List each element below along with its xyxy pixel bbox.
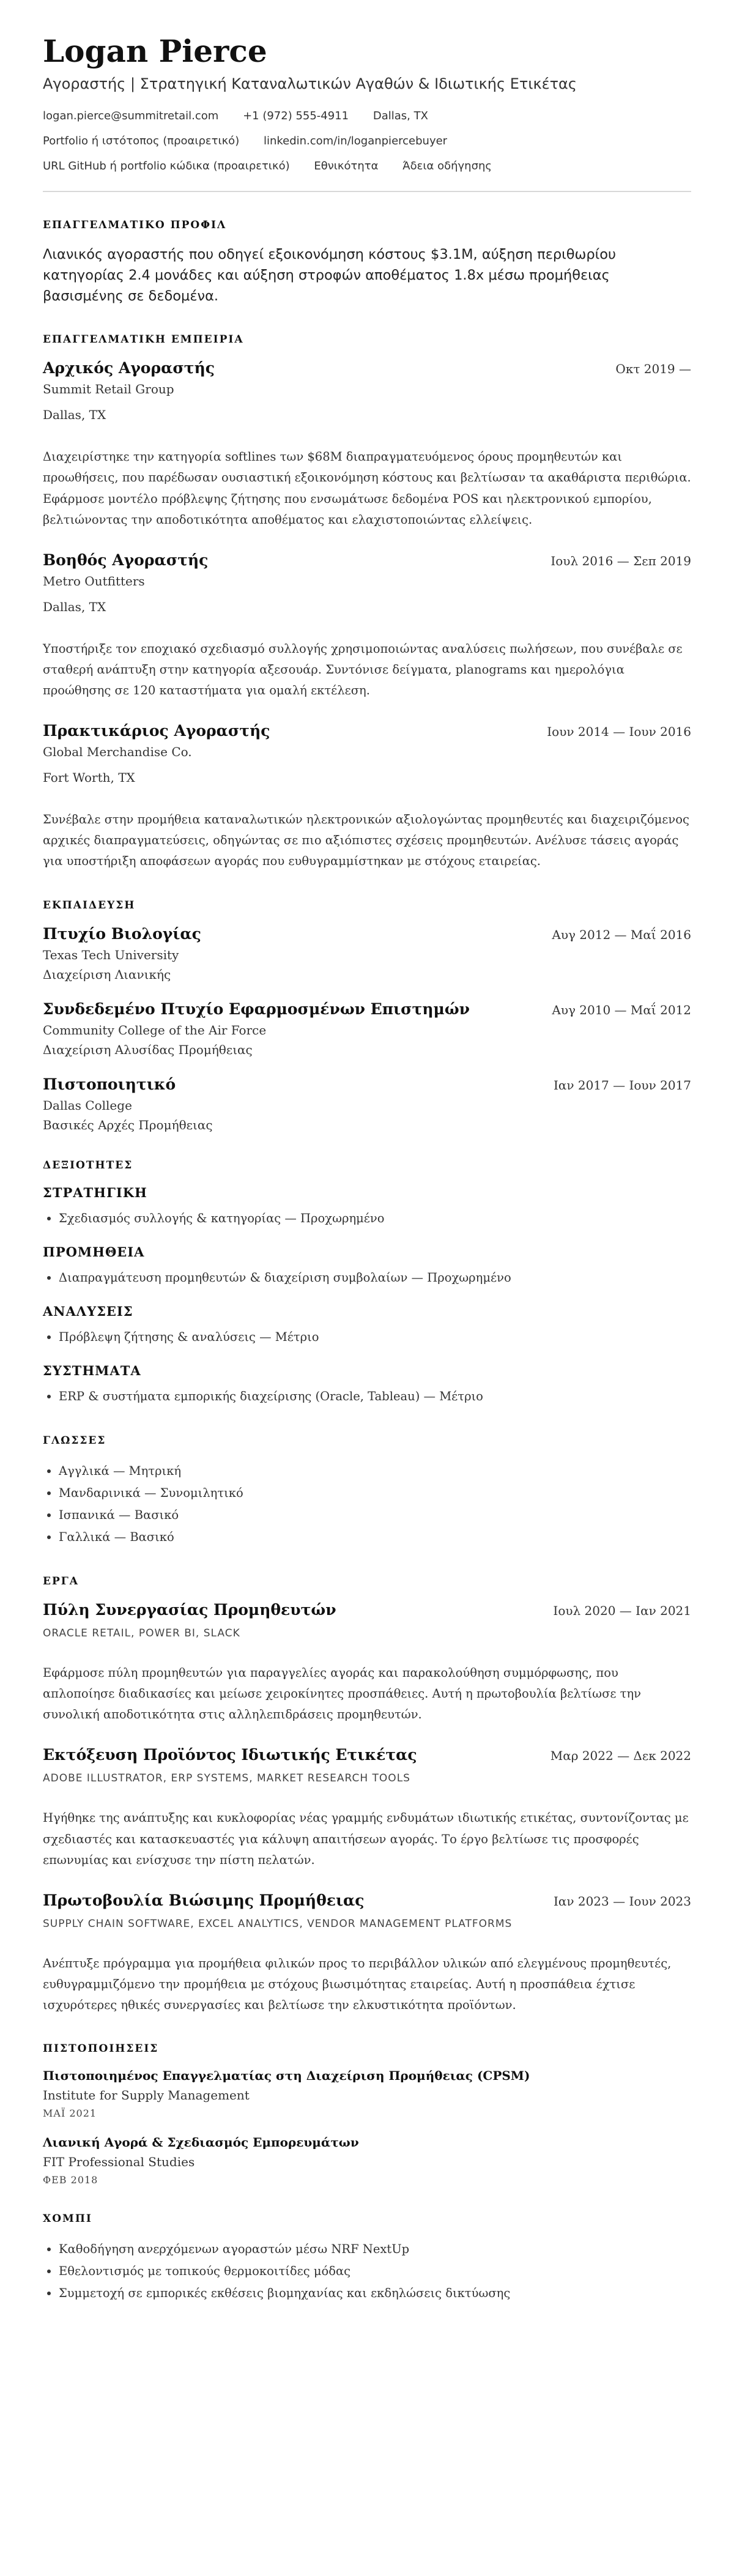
field-of-study: Βασικές Αρχές Προμήθειας [43, 1117, 213, 1132]
degree-title: Πιστοποιητικό [43, 1075, 176, 1093]
section-title: ΕΠΑΓΓΕΛΜΑΤΙΚΗ ΕΜΠΕΙΡΙΑ [43, 333, 244, 346]
project-description: Εφάρμοσε πύλη προμηθευτών για παραγγελίες αγοράς και παρακολούθηση συμμόρφωσης, που απλοποίησε διαδικασίες και μείωσε χειροκίνητες προσπάθειες. Αυτή η πρωτοβουλία βελτίωσε την συνολική αποδοτικότητα στις αλληλεπιδράσεις προμηθευτών. [43, 1666, 641, 1722]
field-of-study: Διαχείριση Λιανικής [43, 967, 171, 982]
skill-group [43, 1185, 691, 1230]
company-name: Metro Outfitters [43, 573, 145, 588]
hobby-item: • Συμμετοχή σε εμπορικές εκθέσεις βιομηχανίας και εκδηλώσεις δικτύωσης [59, 2282, 691, 2304]
education-dates: Ιαν 2017 — Ιουν 2017 [553, 1077, 691, 1093]
location-text: Dallas, TX [373, 109, 428, 122]
project-tech: ADOBE ILLUSTRATOR, ERP SYSTEMS, MARKET RESEARCH TOOLS [43, 1772, 410, 1785]
certifications-section [43, 2043, 691, 2186]
skill-category: ΑΝΑΛΥΣΕΙΣ [43, 1303, 133, 1319]
hobbies-section [43, 2213, 691, 2304]
project-entry [43, 1601, 691, 1725]
project-description: Ηγήθηκε της ανάπτυξης και κυκλοφορίας νέας γραμμής ενδυμάτων ιδιωτικής ετικέτας, συντονίζοντας με σχεδιαστές και κατασκευαστές για κάλυψη απαιτήσεων αγοράς. Το έργο βελτίωσε τις προσφορές επωνυμίας και ενίσχυσε την πίστη πελατών. [43, 1811, 689, 1867]
project-name: Πύλη Συνεργασίας Προμηθευτών [43, 1601, 336, 1619]
license-text: Άδεια οδήγησης [402, 160, 492, 173]
education-section [43, 899, 691, 1132]
language-item: • Ισπανικά — Βασικό [59, 1504, 691, 1526]
contact-row-1 [43, 109, 691, 122]
section-title: ΔΕΞΙΟΤΗΤΕΣ [43, 1159, 133, 1171]
section-title: ΕΡΓΑ [43, 1575, 79, 1587]
school-name: Community College of the Air Force [43, 1022, 267, 1037]
section-title: ΠΙΣΤΟΠΟΙΗΣΕΙΣ [43, 2043, 159, 2055]
skill-item: • Διαπραγμάτευση προμηθευτών & διαχείριση συμβολαίων — Προχωρημένο [59, 1267, 691, 1289]
education-dates: Αυγ 2012 — Μαΐ 2016 [552, 927, 691, 942]
contact-row-3 [43, 160, 691, 173]
skill-category: ΣΤΡΑΤΗΓΙΚΗ [43, 1184, 147, 1200]
hobby-item: • Εθελοντισμός με τοπικούς θερμοκοιτίδες μόδας [59, 2260, 691, 2282]
job-dates: Ιουλ 2016 — Σεπ 2019 [550, 553, 691, 568]
skill-group [43, 1304, 691, 1348]
hobby-item: • Καθοδήγηση ανερχόμενων αγοραστών μέσω NRF NextUp [59, 2238, 691, 2260]
languages-section [43, 1435, 691, 1548]
linkedin-link[interactable]: linkedin.com/in/loganpiercebuyer [263, 135, 448, 147]
project-name: Πρωτοβουλία Βιώσιμης Προμήθειας [43, 1891, 365, 1909]
certification-issuer: FIT Professional Studies [43, 2155, 195, 2170]
skill-item: • Σχεδιασμός συλλογής & κατηγορίας — Προχωρημένο [59, 1208, 691, 1230]
job-dates: Ιουν 2014 — Ιουν 2016 [547, 724, 691, 740]
contact-row-2 [43, 135, 691, 147]
experience-entry [43, 551, 691, 701]
job-title: Βοηθός Αγοραστής [43, 551, 209, 569]
section-title: ΓΛΩΣΣΕΣ [43, 1434, 106, 1447]
phone-text: +1 (972) 555-4911 [243, 109, 349, 122]
experience-section [43, 333, 691, 872]
job-location: Dallas, TX [43, 407, 106, 423]
certification-date: ΦΕΒ 2018 [43, 2174, 98, 2186]
skill-category: ΣΥΣΤΗΜΑΤΑ [43, 1362, 141, 1378]
project-name: Εκτόξευση Προϊόντος Ιδιωτικής Ετικέτας [43, 1746, 417, 1764]
skill-group [43, 1244, 691, 1289]
headline: Αγοραστής | Στρατηγική Καταναλωτικών Αγαθών & Ιδιωτικής Ετικέτας [43, 75, 577, 92]
certification-name: Πιστοποιημένος Επαγγελματίας στη Διαχείριση Προμήθειας (CPSM) [43, 2068, 530, 2084]
section-title: ΕΠΑΓΓΕΛΜΑΤΙΚΟ ΠΡΟΦΙΛ [43, 219, 227, 231]
job-description: Υποστήριξε τον εποχιακό σχεδιασμό συλλογής χρησιμοποιώντας αναλύσεις πωλήσεων, που συνέβαλε σε σταθερή ανάπτυξη στην κατηγορία αξεσουάρ. Συντόνισε δείγματα, planograms και ημερολόγια προώθησης σε 120 καταστήματα για ομαλή εκτέλεση. [43, 641, 683, 697]
job-title: Αρχικός Αγοραστής [43, 359, 215, 377]
project-dates: Ιουλ 2020 — Ιαν 2021 [553, 1603, 691, 1618]
skills-section [43, 1159, 691, 1408]
project-entry [43, 1746, 691, 1870]
project-dates: Ιαν 2023 — Ιουν 2023 [553, 1893, 691, 1909]
language-item: • Μανδαρινικά — Συνομιλητικό [59, 1482, 691, 1504]
experience-entry [43, 722, 691, 872]
education-entry [43, 1075, 691, 1132]
languages-list [43, 1460, 691, 1548]
company-name: Summit Retail Group [43, 382, 174, 397]
email-link[interactable]: logan.pierce@summitretail.com [43, 109, 219, 122]
school-name: Dallas College [43, 1097, 132, 1113]
skill-group [43, 1363, 691, 1408]
nationality-text: Εθνικότητα [314, 160, 379, 173]
education-entry [43, 925, 691, 982]
project-tech: ORACLE RETAIL, POWER BI, SLACK [43, 1627, 240, 1639]
certification-issuer: Institute for Supply Management [43, 2088, 250, 2103]
candidate-name: Logan Pierce [43, 33, 267, 69]
hobbies-list [43, 2238, 691, 2304]
certification-date: ΜΑΪ 2021 [43, 2107, 97, 2120]
section-title: ΧΟΜΠΙ [43, 2213, 92, 2225]
certification-entry [43, 2068, 691, 2119]
projects-section [43, 1575, 691, 2016]
language-item: • Αγγλικά — Μητρική [59, 1460, 691, 1482]
resume-header [43, 34, 691, 173]
section-title: ΕΚΠΑΙΔΕΥΣΗ [43, 899, 136, 911]
portfolio-link[interactable]: Portfolio ή ιστότοπος (προαιρετικό) [43, 135, 240, 147]
project-dates: Μαρ 2022 — Δεκ 2022 [550, 1748, 691, 1764]
project-entry [43, 1891, 691, 2016]
education-dates: Αυγ 2010 — Μαΐ 2012 [552, 1002, 691, 1017]
job-description: Συνέβαλε στην προμήθεια καταναλωτικών ηλεκτρονικών αξιολογώντας προμηθευτές και διαχειριζόμενος αρχικές διαπραγματεύσεις, οδηγώντας σε πιο αξιόπιστες σχέσεις προμηθευτών. Ανέλυσε τάσεις αγοράς για υποστήριξη αποφάσεων αγοράς που ευθυγραμμίστηκαν με στόχους εταιρείας. [43, 812, 689, 869]
certification-name: Λιανική Αγορά & Σχεδιασμός Εμπορευμάτων [43, 2135, 359, 2150]
job-description: Διαχειρίστηκε την κατηγορία softlines των $68M διαπραγματευόμενος όρους προμηθευτών και προωθήσεις, που παρέδωσαν ουσιαστική εξοικονόμηση κόστους και βελτίωσαν τα ακαθάριστα περιθώρια. Εφάρμοσε μοντέλο πρόβλεψης ζήτησης που ενσωμάτωσε δεδομένα POS και ηλεκτρονικού εμπορίου, βελτιώνοντας την αποδοτικότητα αποθέματος και ελαχιστοποιώντας ελλείψεις. [43, 450, 691, 527]
job-dates: Οκτ 2019 — [615, 362, 691, 377]
skill-item: • ERP & συστήματα εμπορικής διαχείρισης (Oracle, Tableau) — Μέτριο [59, 1386, 691, 1408]
experience-entry [43, 359, 691, 530]
skill-item: • Πρόβλεψη ζήτησης & αναλύσεις — Μέτριο [59, 1326, 691, 1348]
project-tech: SUPPLY CHAIN SOFTWARE, EXCEL ANALYTICS, VENDOR MANAGEMENT PLATFORMS [43, 1917, 513, 1930]
education-entry [43, 1000, 691, 1057]
field-of-study: Διαχείριση Αλυσίδας Προμήθειας [43, 1042, 253, 1057]
job-location: Dallas, TX [43, 599, 106, 614]
github-link[interactable]: URL GitHub ή portfolio κώδικα (προαιρετικό) [43, 160, 290, 173]
school-name: Texas Tech University [43, 947, 179, 962]
job-location: Fort Worth, TX [43, 770, 135, 785]
summary-section [43, 219, 691, 306]
skill-category: ΠΡΟΜΗΘΕΙΑ [43, 1244, 145, 1260]
project-description: Ανέπτυξε πρόγραμμα για προμήθεια φιλικών προς το περιβάλλον υλικών από ελεγμένους προμηθευτές, ευθυγραμμιζόμενο την προμήθεια με στόχους βιωσιμότητας εταιρείας. Αυτή η προσπάθεια έχτισε ισχυρότερες ηθικές συνεργασίες και βελτίωσε την ελκυστικότητα προϊόντων. [43, 1956, 672, 2012]
degree-title: Πτυχίο Βιολογίας [43, 924, 201, 943]
certification-entry [43, 2135, 691, 2186]
job-title: Πρακτικάριος Αγοραστής [43, 722, 270, 740]
degree-title: Συνδεδεμένο Πτυχίο Εφαρμοσμένων Επιστημών [43, 1000, 470, 1018]
header-divider [43, 191, 691, 192]
language-item: • Γαλλικά — Βασικό [59, 1526, 691, 1548]
company-name: Global Merchandise Co. [43, 744, 192, 760]
summary-text: Λιανικός αγοραστής που οδηγεί εξοικονόμηση κόστους $3.1M, αύξηση περιθωρίου κατηγορίας 2.4 μονάδες και αύξηση στροφών αποθέματος 1.8x μέσω προμήθειας βασισμένης σε δεδομένα. [43, 247, 617, 304]
